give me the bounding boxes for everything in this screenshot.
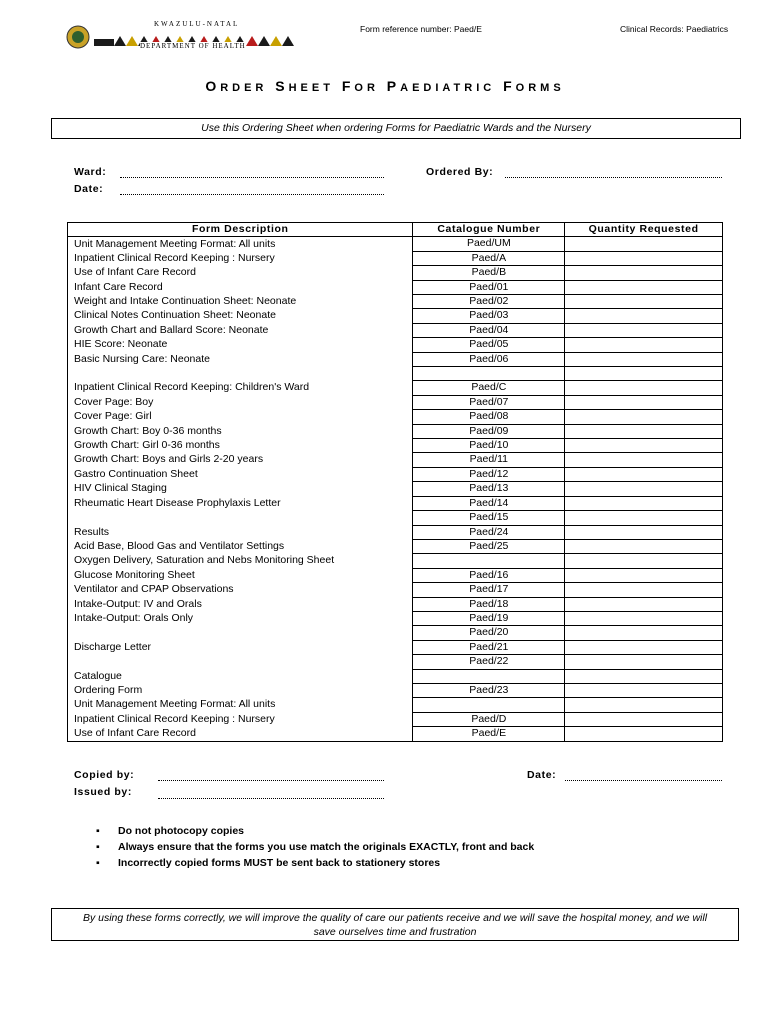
- form-description-cell: [68, 626, 413, 640]
- catalogue-number-cell: Paed/19: [413, 611, 565, 625]
- form-description-cell: Oxygen Delivery, Saturation and Nebs Monitoring Sheet: [68, 554, 413, 568]
- form-description-cell: Ordering Form: [68, 683, 413, 697]
- quantity-input-cell[interactable]: [565, 554, 723, 568]
- table-row: [68, 439, 723, 453]
- table-row: [68, 669, 723, 683]
- logo-text-bottom: DEPARTMENT OF HEALTH: [140, 42, 246, 50]
- table-row: [68, 367, 723, 381]
- quantity-input-cell[interactable]: [565, 525, 723, 539]
- date-label: Date:: [74, 183, 104, 195]
- table-row: [68, 295, 723, 309]
- catalogue-number-cell: Paed/C: [413, 381, 565, 395]
- catalogue-number-cell: Paed/D: [413, 712, 565, 726]
- copied-by-field[interactable]: [158, 780, 384, 781]
- table-row: [68, 583, 723, 597]
- quantity-input-cell[interactable]: [565, 683, 723, 697]
- table-row: [68, 251, 723, 265]
- form-description-cell: Intake-Output: IV and Orals: [68, 597, 413, 611]
- bullet-icon: ▪: [96, 857, 100, 869]
- form-description-cell: Glucose Monitoring Sheet: [68, 568, 413, 582]
- table-row: [68, 410, 723, 424]
- quantity-input-cell[interactable]: [565, 381, 723, 395]
- header-quantity-requested: Quantity Requested: [565, 223, 723, 237]
- quantity-input-cell[interactable]: [565, 698, 723, 712]
- catalogue-number-cell: Paed/12: [413, 467, 565, 481]
- form-reference: Form reference number: Paed/E: [360, 24, 482, 34]
- form-description-cell: Use of Infant Care Record: [68, 266, 413, 280]
- issued-by-field[interactable]: [158, 798, 384, 799]
- quantity-input-cell[interactable]: [565, 410, 723, 424]
- quantity-input-cell[interactable]: [565, 467, 723, 481]
- ward-field[interactable]: [120, 177, 384, 178]
- form-description-cell: Gastro Continuation Sheet: [68, 467, 413, 481]
- catalogue-number-cell: Paed/14: [413, 496, 565, 510]
- catalogue-number-cell: Paed/25: [413, 539, 565, 553]
- catalogue-number-cell: Paed/07: [413, 395, 565, 409]
- quantity-input-cell[interactable]: [565, 640, 723, 654]
- table-row: [68, 496, 723, 510]
- catalogue-number-cell: Paed/23: [413, 683, 565, 697]
- catalogue-number-cell: [413, 367, 565, 381]
- form-description-cell: Infant Care Record: [68, 280, 413, 294]
- form-description-cell: Growth Chart: Girl 0-36 months: [68, 439, 413, 453]
- table-row: [68, 554, 723, 568]
- page-title: ORDER SHEET FOR PAEDIATRIC FORMS: [205, 78, 565, 94]
- forms-table-body: [68, 237, 723, 741]
- table-row: [68, 655, 723, 669]
- form-description-cell: Results: [68, 525, 413, 539]
- ordered-by-field[interactable]: [505, 177, 722, 178]
- form-description-cell: Discharge Letter: [68, 640, 413, 654]
- form-description-cell: Unit Management Meeting Format: All units: [68, 237, 413, 251]
- table-row: [68, 525, 723, 539]
- table-row: [68, 237, 723, 251]
- table-row: [68, 511, 723, 525]
- table-row: [68, 266, 723, 280]
- ordered-by-label: Ordered By:: [426, 166, 494, 178]
- quantity-input-cell[interactable]: [565, 280, 723, 294]
- catalogue-number-cell: Paed/22: [413, 655, 565, 669]
- quantity-input-cell[interactable]: [565, 655, 723, 669]
- table-row: [68, 683, 723, 697]
- quantity-input-cell[interactable]: [565, 597, 723, 611]
- quantity-input-cell[interactable]: [565, 338, 723, 352]
- quantity-input-cell[interactable]: [565, 539, 723, 553]
- form-description-cell: Inpatient Clinical Record Keeping : Nursery: [68, 251, 413, 265]
- catalogue-number-cell: Paed/16: [413, 568, 565, 582]
- form-description-cell: Catalogue: [68, 669, 413, 683]
- form-description-cell: Weight and Intake Continuation Sheet: Neonate: [68, 295, 413, 309]
- table-row: [68, 597, 723, 611]
- quantity-input-cell[interactable]: [565, 367, 723, 381]
- catalogue-number-cell: Paed/18: [413, 597, 565, 611]
- catalogue-number-cell: Paed/B: [413, 266, 565, 280]
- quantity-input-cell[interactable]: [565, 352, 723, 366]
- quantity-input-cell[interactable]: [565, 568, 723, 582]
- instruction-box: Use this Ordering Sheet when ordering Forms for Paediatric Wards and the Nursery: [51, 118, 741, 139]
- quantity-input-cell[interactable]: [565, 266, 723, 280]
- form-description-cell: Inpatient Clinical Record Keeping: Children's Ward: [68, 381, 413, 395]
- bullet-item: ▪ Do not photocopy copies: [96, 825, 244, 837]
- table-row: [68, 352, 723, 366]
- form-description-cell: Acid Base, Blood Gas and Ventilator Settings: [68, 539, 413, 553]
- issued-by-label: Issued by:: [74, 786, 132, 798]
- form-description-cell: Inpatient Clinical Record Keeping : Nursery: [68, 712, 413, 726]
- quantity-input-cell[interactable]: [565, 237, 723, 251]
- quantity-input-cell[interactable]: [565, 482, 723, 496]
- quantity-input-cell[interactable]: [565, 424, 723, 438]
- table-row: [68, 323, 723, 337]
- table-row: [68, 467, 723, 481]
- records-label: Clinical Records: Paediatrics: [620, 24, 729, 34]
- table-row: [68, 280, 723, 294]
- quantity-input-cell[interactable]: [565, 583, 723, 597]
- quantity-input-cell[interactable]: [565, 626, 723, 640]
- table-row: [68, 338, 723, 352]
- table-row: [68, 727, 723, 741]
- catalogue-number-cell: Paed/08: [413, 410, 565, 424]
- catalogue-number-cell: Paed/03: [413, 309, 565, 323]
- form-description-cell: Growth Chart: Boy 0-36 months: [68, 424, 413, 438]
- form-description-cell: [68, 367, 413, 381]
- form-description-cell: Unit Management Meeting Format: All units: [68, 698, 413, 712]
- table-row: [68, 482, 723, 496]
- quantity-input-cell[interactable]: [565, 669, 723, 683]
- ward-label: Ward:: [74, 166, 107, 178]
- form-description-cell: Cover Page: Boy: [68, 395, 413, 409]
- form-description-cell: Growth Chart and Ballard Score: Neonate: [68, 323, 413, 337]
- table-row: [68, 626, 723, 640]
- quantity-input-cell[interactable]: [565, 251, 723, 265]
- header-catalogue-number: Catalogue Number: [413, 223, 565, 237]
- table-row: [68, 712, 723, 726]
- bullet-icon: ▪: [96, 841, 100, 853]
- catalogue-number-cell: Paed/24: [413, 525, 565, 539]
- catalogue-number-cell: Paed/A: [413, 251, 565, 265]
- quantity-input-cell[interactable]: [565, 439, 723, 453]
- table-row: [68, 568, 723, 582]
- form-description-cell: Intake-Output: Orals Only: [68, 611, 413, 625]
- form-description-cell: Rheumatic Heart Disease Prophylaxis Letter: [68, 496, 413, 510]
- logo-text-top: KWAZULU-NATAL: [154, 20, 240, 28]
- form-description-cell: [68, 511, 413, 525]
- table-row: [68, 539, 723, 553]
- quantity-input-cell[interactable]: [565, 309, 723, 323]
- header-form-description: Form Description: [68, 223, 413, 237]
- table-row: [68, 640, 723, 654]
- quantity-input-cell[interactable]: [565, 496, 723, 510]
- quantity-input-cell[interactable]: [565, 395, 723, 409]
- quantity-input-cell[interactable]: [565, 727, 723, 741]
- catalogue-number-cell: Paed/04: [413, 323, 565, 337]
- quantity-input-cell[interactable]: [565, 511, 723, 525]
- quantity-input-cell[interactable]: [565, 323, 723, 337]
- date-field[interactable]: [120, 194, 384, 195]
- table-row: [68, 453, 723, 467]
- bullet-item: ▪ Incorrectly copied forms MUST be sent back to stationery stores: [96, 857, 441, 869]
- forms-table: [67, 222, 723, 742]
- catalogue-number-cell: Paed/13: [413, 482, 565, 496]
- form-description-cell: Basic Nursing Care: Neonate: [68, 352, 413, 366]
- catalogue-number-cell: Paed/02: [413, 295, 565, 309]
- catalogue-number-cell: Paed/11: [413, 453, 565, 467]
- catalogue-number-cell: Paed/05: [413, 338, 565, 352]
- form-description-cell: HIE Score: Neonate: [68, 338, 413, 352]
- form-description-cell: Clinical Notes Continuation Sheet: Neonate: [68, 309, 413, 323]
- quantity-input-cell[interactable]: [565, 712, 723, 726]
- table-row: [68, 611, 723, 625]
- form-description-cell: [68, 655, 413, 669]
- catalogue-number-cell: Paed/UM: [413, 237, 565, 251]
- table-row: [68, 698, 723, 712]
- quantity-input-cell[interactable]: [565, 453, 723, 467]
- signoff-date-field[interactable]: [565, 780, 722, 781]
- catalogue-number-cell: Paed/17: [413, 583, 565, 597]
- catalogue-number-cell: [413, 554, 565, 568]
- catalogue-number-cell: Paed/15: [413, 511, 565, 525]
- table-row: [68, 424, 723, 438]
- catalogue-number-cell: Paed/09: [413, 424, 565, 438]
- kzn-health-logo: [64, 22, 294, 52]
- catalogue-number-cell: Paed/E: [413, 727, 565, 741]
- catalogue-number-cell: Paed/06: [413, 352, 565, 366]
- form-description-cell: Use of Infant Care Record: [68, 727, 413, 741]
- catalogue-number-cell: Paed/20: [413, 626, 565, 640]
- catalogue-number-cell: Paed/01: [413, 280, 565, 294]
- footer-note: By using these forms correctly, we will improve the quality of care our patients receive and we will save the hospital money, and we will save ourselves time and frustration: [51, 908, 739, 941]
- bullet-item: ▪ Always ensure that the forms you use match the originals EXACTLY, front and back: [96, 841, 535, 853]
- quantity-input-cell[interactable]: [565, 295, 723, 309]
- form-description-cell: Growth Chart: Boys and Girls 2-20 years: [68, 453, 413, 467]
- table-row: [68, 309, 723, 323]
- form-description-cell: Ventilator and CPAP Observations: [68, 583, 413, 597]
- form-description-cell: Cover Page: Girl: [68, 410, 413, 424]
- table-row: [68, 381, 723, 395]
- copied-by-label: Copied by:: [74, 769, 135, 781]
- signoff-date-label: Date:: [527, 769, 557, 781]
- catalogue-number-cell: Paed/21: [413, 640, 565, 654]
- catalogue-number-cell: [413, 698, 565, 712]
- form-description-cell: HIV Clinical Staging: [68, 482, 413, 496]
- table-row: [68, 395, 723, 409]
- catalogue-number-cell: Paed/10: [413, 439, 565, 453]
- quantity-input-cell[interactable]: [565, 611, 723, 625]
- catalogue-number-cell: [413, 669, 565, 683]
- bullet-icon: ▪: [96, 825, 100, 837]
